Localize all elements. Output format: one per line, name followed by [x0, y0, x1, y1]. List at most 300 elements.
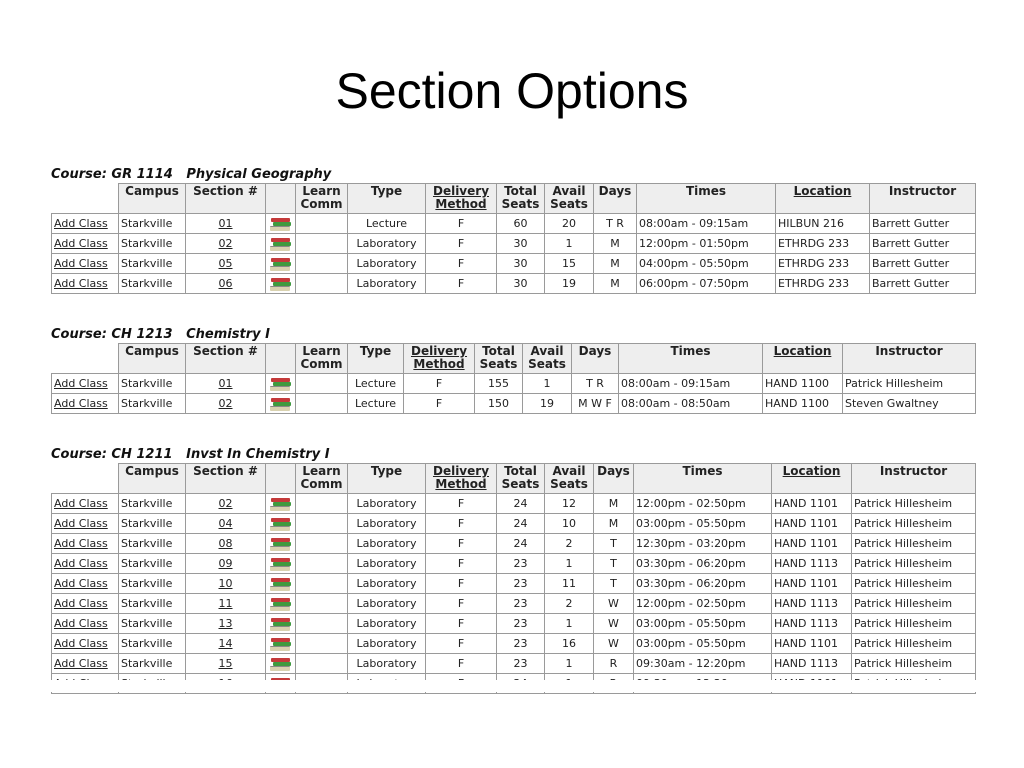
cell-delivery: F	[426, 214, 497, 234]
cell-times: 03:00pm - 05:50pm	[634, 634, 772, 654]
cell-times: 12:00pm - 02:50pm	[634, 494, 772, 514]
course-block-ch1213	[51, 327, 976, 414]
textbook-icon[interactable]	[270, 237, 292, 251]
cell-total-seats: 155	[475, 374, 523, 394]
cell-campus: Starkville	[119, 554, 186, 574]
textbook-icon[interactable]	[270, 617, 292, 631]
header-blank	[52, 344, 119, 374]
cell-times: 08:00am - 09:15am	[619, 374, 763, 394]
cell-learn-comm	[296, 554, 348, 574]
cell-type: Laboratory	[348, 494, 426, 514]
table-row	[52, 614, 976, 634]
cell-section	[186, 574, 266, 594]
add-class-link[interactable]: Add Class	[54, 557, 108, 570]
cell-type: Lecture	[348, 394, 404, 414]
header-location[interactable]: Location	[776, 184, 870, 214]
textbook-icon[interactable]	[270, 597, 292, 611]
cell-instructor: Patrick Hillesheim	[852, 654, 976, 674]
header-type: Type	[348, 464, 426, 494]
section-table	[51, 343, 976, 414]
cell-instructor: Steven Gwaltney	[843, 394, 976, 414]
cell-total-seats: 23	[497, 574, 545, 594]
cell-days: M	[594, 254, 637, 274]
cell-campus: Starkville	[119, 614, 186, 634]
cell-avail-seats: 1	[523, 374, 572, 394]
cell-learn-comm	[296, 254, 348, 274]
cell-delivery: F	[426, 274, 497, 294]
cell-delivery: F	[426, 654, 497, 674]
cell-learn-comm	[296, 534, 348, 554]
cell-learn-comm	[296, 574, 348, 594]
cell-instructor: Patrick Hillesheim	[852, 554, 976, 574]
cell-times: 08:00am - 09:15am	[637, 214, 776, 234]
add-class-link[interactable]: Add Class	[54, 397, 108, 410]
cell-times: 03:00pm - 05:50pm	[634, 514, 772, 534]
add-class-link[interactable]: Add Class	[54, 597, 108, 610]
textbook-icon[interactable]	[270, 517, 292, 531]
course-heading: Course: CH 1211 Invst In Chemistry I	[51, 447, 330, 462]
cell-learn-comm	[296, 634, 348, 654]
cell-campus: Starkville	[119, 494, 186, 514]
section-link[interactable]: 10	[218, 577, 233, 590]
cell-campus: Starkville	[119, 234, 186, 254]
cell-delivery: F	[426, 574, 497, 594]
table-row	[52, 554, 976, 574]
cell-type: Laboratory	[348, 514, 426, 534]
header-total-seats: Total Seats	[475, 344, 523, 374]
slide-title: Section Options	[335, 63, 689, 119]
cell-days: W	[594, 614, 634, 634]
textbook-icon[interactable]	[270, 637, 292, 651]
cell-instructor: Barrett Gutter	[870, 234, 976, 254]
cell-total-seats: 24	[497, 494, 545, 514]
section-link[interactable]: 01	[218, 217, 233, 230]
section-link[interactable]: 13	[218, 617, 233, 630]
cell-total-seats: 60	[497, 214, 545, 234]
header-section: Section #	[186, 184, 266, 214]
textbook-icon[interactable]	[270, 657, 292, 671]
cell-campus: Starkville	[119, 634, 186, 654]
cell-total-seats: 30	[497, 254, 545, 274]
cell-days: M	[594, 274, 637, 294]
cell-book-icon	[266, 374, 296, 394]
cell-section	[186, 394, 266, 414]
add-class-link[interactable]: Add Class	[54, 617, 108, 630]
cell-avail-seats: 10	[545, 514, 594, 534]
add-class-cell	[52, 614, 119, 634]
add-class-cell	[52, 234, 119, 254]
table-header	[52, 184, 976, 214]
cell-delivery: F	[426, 554, 497, 574]
cell-location: ETHRDG 233	[776, 234, 870, 254]
cell-location: HAND 1101	[772, 534, 852, 554]
cell-campus: Starkville	[119, 514, 186, 534]
table-row	[52, 394, 976, 414]
cell-learn-comm	[296, 494, 348, 514]
cell-avail-seats: 1	[545, 234, 594, 254]
add-class-cell	[52, 254, 119, 274]
cell-section	[186, 634, 266, 654]
cell-book-icon	[266, 254, 296, 274]
cell-days: T	[594, 554, 634, 574]
cell-book-icon	[266, 614, 296, 634]
section-table	[51, 463, 976, 694]
cell-type: Laboratory	[348, 614, 426, 634]
table-row	[52, 374, 976, 394]
add-class-link[interactable]: Add Class	[54, 637, 108, 650]
cell-times: 04:00pm - 05:50pm	[637, 254, 776, 274]
header-days: Days	[594, 184, 637, 214]
cell-times: 12:00pm - 02:50pm	[634, 594, 772, 614]
cell-avail-seats: 20	[545, 214, 594, 234]
add-class-link[interactable]: Add Class	[54, 217, 108, 230]
add-class-cell	[52, 514, 119, 534]
section-link[interactable]: 02	[218, 397, 233, 410]
header-days: Days	[572, 344, 619, 374]
add-class-link[interactable]: Add Class	[54, 277, 108, 290]
add-class-link[interactable]: Add Class	[54, 657, 108, 670]
cell-total-seats: 24	[497, 514, 545, 534]
cell-learn-comm	[296, 234, 348, 254]
add-class-link[interactable]: Add Class	[54, 237, 108, 250]
textbook-icon[interactable]	[270, 277, 292, 291]
table-body	[52, 374, 976, 414]
cell-instructor: Patrick Hillesheim	[852, 614, 976, 634]
cell-location: HILBUN 216	[776, 214, 870, 234]
cell-location: HAND 1100	[763, 374, 843, 394]
header-type: Type	[348, 184, 426, 214]
cell-times: 12:00pm - 01:50pm	[637, 234, 776, 254]
cell-book-icon	[266, 394, 296, 414]
cell-section	[186, 654, 266, 674]
cell-total-seats: 150	[475, 394, 523, 414]
header-days: Days	[594, 464, 634, 494]
header-section: Section #	[186, 344, 266, 374]
table-header	[52, 344, 976, 374]
cell-campus: Starkville	[119, 574, 186, 594]
cell-book-icon	[266, 214, 296, 234]
cell-location: HAND 1113	[772, 554, 852, 574]
header-blank	[52, 464, 119, 494]
cell-delivery: F	[426, 534, 497, 554]
cell-location: HAND 1101	[772, 634, 852, 654]
section-link[interactable]: 04	[218, 517, 233, 530]
cell-avail-seats: 1	[545, 554, 594, 574]
textbook-icon[interactable]	[270, 217, 292, 231]
cell-type: Lecture	[348, 374, 404, 394]
cell-avail-seats: 12	[545, 494, 594, 514]
cell-location: HAND 1100	[763, 394, 843, 414]
add-class-cell	[52, 594, 119, 614]
cell-location: ETHRDG 233	[776, 254, 870, 274]
cell-days: T	[594, 534, 634, 554]
cell-learn-comm	[296, 514, 348, 534]
course-heading: Course: CH 1213 Chemistry I	[51, 327, 270, 342]
textbook-icon[interactable]	[270, 537, 292, 551]
add-class-cell	[52, 274, 119, 294]
cell-avail-seats: 19	[523, 394, 572, 414]
cell-section	[186, 594, 266, 614]
cell-delivery: F	[426, 634, 497, 654]
cell-total-seats: 23	[497, 634, 545, 654]
header-total-seats: Total Seats	[497, 464, 545, 494]
header-avail-seats: Avail Seats	[545, 464, 594, 494]
cell-avail-seats: 19	[545, 274, 594, 294]
cell-avail-seats: 1	[545, 654, 594, 674]
cell-delivery: F	[426, 254, 497, 274]
header-instructor: Instructor	[852, 464, 976, 494]
cell-total-seats: 30	[497, 234, 545, 254]
header-learn-comm: Learn Comm	[296, 344, 348, 374]
header-location[interactable]: Location	[763, 344, 843, 374]
cell-instructor: Patrick Hillesheim	[852, 494, 976, 514]
cell-type: Laboratory	[348, 554, 426, 574]
cell-type: Laboratory	[348, 634, 426, 654]
header-times: Times	[637, 184, 776, 214]
cell-total-seats: 23	[497, 594, 545, 614]
add-class-cell	[52, 394, 119, 414]
cell-book-icon	[266, 274, 296, 294]
section-link[interactable]: 01	[218, 377, 233, 390]
add-class-link[interactable]: Add Class	[54, 257, 108, 270]
cell-days: W	[594, 594, 634, 614]
cell-learn-comm	[296, 614, 348, 634]
header-instructor: Instructor	[870, 184, 976, 214]
cell-learn-comm	[296, 374, 348, 394]
add-class-link[interactable]: Add Class	[54, 497, 108, 510]
section-link[interactable]: 02	[218, 237, 233, 250]
cell-type: Laboratory	[348, 574, 426, 594]
cell-instructor: Patrick Hillesheim	[852, 594, 976, 614]
add-class-cell	[52, 214, 119, 234]
cell-days: R	[594, 654, 634, 674]
cell-location: HAND 1101	[772, 574, 852, 594]
cell-book-icon	[266, 634, 296, 654]
cell-total-seats: 30	[497, 274, 545, 294]
cell-section	[186, 374, 266, 394]
cell-campus: Starkville	[119, 374, 186, 394]
cell-learn-comm	[296, 594, 348, 614]
cell-times: 09:30am - 12:20pm	[634, 654, 772, 674]
add-class-link[interactable]: Add Class	[54, 577, 108, 590]
add-class-cell	[52, 534, 119, 554]
cell-total-seats: 23	[497, 614, 545, 634]
header-learn-comm: Learn Comm	[296, 464, 348, 494]
table-row	[52, 234, 976, 254]
cell-type: Laboratory	[348, 534, 426, 554]
cell-learn-comm	[296, 274, 348, 294]
add-class-cell	[52, 654, 119, 674]
cell-book-icon	[266, 534, 296, 554]
section-link[interactable]: 11	[218, 597, 233, 610]
cell-campus: Starkville	[119, 654, 186, 674]
table-row	[52, 254, 976, 274]
cell-section	[186, 254, 266, 274]
section-link[interactable]: 14	[218, 637, 233, 650]
cell-location: HAND 1101	[772, 514, 852, 534]
cell-times: 03:30pm - 06:20pm	[634, 554, 772, 574]
section-link[interactable]: 05	[218, 257, 233, 270]
cell-book-icon	[266, 554, 296, 574]
cell-delivery: F	[426, 234, 497, 254]
cell-days: W	[594, 634, 634, 654]
cell-campus: Starkville	[119, 594, 186, 614]
cell-total-seats: 23	[497, 654, 545, 674]
textbook-icon[interactable]	[270, 377, 292, 391]
textbook-icon[interactable]	[270, 397, 292, 411]
cell-section	[186, 234, 266, 254]
cell-section	[186, 494, 266, 514]
cell-delivery: F	[426, 614, 497, 634]
cell-times: 06:00pm - 07:50pm	[637, 274, 776, 294]
cell-days: M	[594, 514, 634, 534]
cell-avail-seats: 2	[545, 594, 594, 614]
header-campus: Campus	[119, 184, 186, 214]
header-campus: Campus	[119, 464, 186, 494]
header-location[interactable]: Location	[772, 464, 852, 494]
section-link[interactable]: 08	[218, 537, 233, 550]
section-table	[51, 183, 976, 294]
cell-delivery: F	[404, 374, 475, 394]
cell-type: Lecture	[348, 214, 426, 234]
cell-campus: Starkville	[119, 534, 186, 554]
cell-instructor: Patrick Hillesheim	[852, 574, 976, 594]
header-instructor: Instructor	[843, 344, 976, 374]
header-icon-blank	[266, 464, 296, 494]
cell-delivery: F	[426, 594, 497, 614]
cell-instructor: Patrick Hillesheim	[843, 374, 976, 394]
header-section: Section #	[186, 464, 266, 494]
course-block-gr1114	[51, 167, 976, 294]
cell-delivery: F	[426, 514, 497, 534]
cell-times: 03:00pm - 05:50pm	[634, 614, 772, 634]
cell-days: M	[594, 234, 637, 254]
cell-avail-seats: 2	[545, 534, 594, 554]
cell-avail-seats: 16	[545, 634, 594, 654]
cell-days: T R	[572, 374, 619, 394]
header-campus: Campus	[119, 344, 186, 374]
slide-cutoff-mask	[51, 680, 981, 692]
cell-type: Laboratory	[348, 234, 426, 254]
header-delivery-method[interactable]: Delivery Method	[404, 344, 475, 374]
add-class-link[interactable]: Add Class	[54, 537, 108, 550]
section-link[interactable]: 02	[218, 497, 233, 510]
cell-type: Laboratory	[348, 594, 426, 614]
cell-total-seats: 23	[497, 554, 545, 574]
table-body	[52, 214, 976, 294]
header-delivery-method[interactable]: Delivery Method	[426, 464, 497, 494]
cell-book-icon	[266, 594, 296, 614]
header-type: Type	[348, 344, 404, 374]
cell-days: T	[594, 574, 634, 594]
textbook-icon[interactable]	[270, 577, 292, 591]
cell-type: Laboratory	[348, 254, 426, 274]
table-header	[52, 464, 976, 494]
header-total-seats: Total Seats	[497, 184, 545, 214]
textbook-icon[interactable]	[270, 497, 292, 511]
table-row	[52, 494, 976, 514]
table-row	[52, 634, 976, 654]
cell-learn-comm	[296, 214, 348, 234]
add-class-cell	[52, 634, 119, 654]
textbook-icon[interactable]	[270, 257, 292, 271]
cell-avail-seats: 11	[545, 574, 594, 594]
textbook-icon[interactable]	[270, 557, 292, 571]
cell-book-icon	[266, 574, 296, 594]
cell-times: 08:00am - 08:50am	[619, 394, 763, 414]
cell-section	[186, 214, 266, 234]
cell-avail-seats: 1	[545, 614, 594, 634]
cell-days: M W F	[572, 394, 619, 414]
section-link[interactable]: 15	[218, 657, 233, 670]
cell-location: HAND 1101	[772, 494, 852, 514]
header-icon-blank	[266, 344, 296, 374]
table-row	[52, 654, 976, 674]
cell-book-icon	[266, 654, 296, 674]
cell-section	[186, 614, 266, 634]
cell-section	[186, 554, 266, 574]
cell-learn-comm	[296, 394, 348, 414]
add-class-cell	[52, 574, 119, 594]
cell-learn-comm	[296, 654, 348, 674]
cell-delivery: F	[404, 394, 475, 414]
add-class-cell	[52, 494, 119, 514]
cell-campus: Starkville	[119, 254, 186, 274]
cell-book-icon	[266, 494, 296, 514]
table-body	[52, 494, 976, 694]
cell-location: HAND 1113	[772, 654, 852, 674]
table-row	[52, 534, 976, 554]
table-row	[52, 274, 976, 294]
course-heading: Course: GR 1114 Physical Geography	[51, 167, 332, 182]
cell-campus: Starkville	[119, 274, 186, 294]
cell-delivery: F	[426, 494, 497, 514]
cell-campus: Starkville	[119, 394, 186, 414]
cell-section	[186, 274, 266, 294]
cell-book-icon	[266, 234, 296, 254]
table-row	[52, 574, 976, 594]
cell-section	[186, 534, 266, 554]
cell-instructor: Barrett Gutter	[870, 254, 976, 274]
add-class-cell	[52, 374, 119, 394]
cell-times: 03:30pm - 06:20pm	[634, 574, 772, 594]
cell-location: HAND 1113	[772, 594, 852, 614]
cell-location: HAND 1113	[772, 614, 852, 634]
course-block-ch1211	[51, 447, 976, 694]
cell-book-icon	[266, 514, 296, 534]
table-row	[52, 514, 976, 534]
header-avail-seats: Avail Seats	[523, 344, 572, 374]
header-times: Times	[634, 464, 772, 494]
cell-avail-seats: 15	[545, 254, 594, 274]
table-row	[52, 214, 976, 234]
cell-days: T R	[594, 214, 637, 234]
header-blank	[52, 184, 119, 214]
add-class-link[interactable]: Add Class	[54, 517, 108, 530]
cell-type: Laboratory	[348, 274, 426, 294]
cell-days: M	[594, 494, 634, 514]
header-learn-comm: Learn Comm	[296, 184, 348, 214]
cell-section	[186, 514, 266, 534]
header-icon-blank	[266, 184, 296, 214]
cell-instructor: Barrett Gutter	[870, 274, 976, 294]
section-link[interactable]: 06	[218, 277, 233, 290]
cell-instructor: Patrick Hillesheim	[852, 534, 976, 554]
cell-type: Laboratory	[348, 654, 426, 674]
add-class-link[interactable]: Add Class	[54, 377, 108, 390]
section-link[interactable]: 09	[218, 557, 233, 570]
header-delivery-method[interactable]: Delivery Method	[426, 184, 497, 214]
